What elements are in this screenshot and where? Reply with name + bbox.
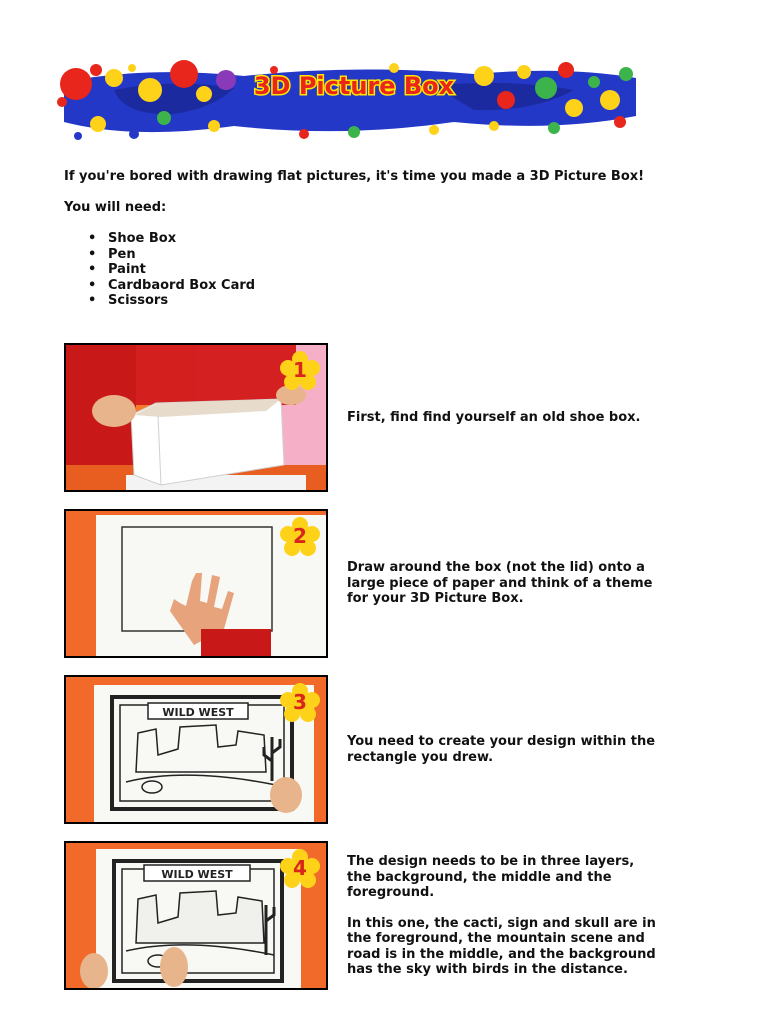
needs-heading: You will need: <box>64 200 167 215</box>
step-2-text <box>347 560 657 607</box>
step-1-text <box>347 410 657 426</box>
step-paragraph: The design needs to be in three layers, the background, the middle and the foreground. <box>347 854 635 900</box>
step-paragraph: First, find find yourself an old shoe box. <box>347 410 641 425</box>
list-item: • Shoe Box <box>88 231 255 247</box>
list-item: • Pen <box>88 247 255 263</box>
supplies-list <box>88 231 255 309</box>
step-1-photo <box>64 343 328 492</box>
step-2-photo <box>64 509 328 658</box>
intro-text: If you're bored with drawing flat pictures, it's time you made a 3D Picture Box! <box>64 169 645 184</box>
banner-title: 3D Picture Box <box>253 72 455 100</box>
list-item: • Paint <box>88 262 255 278</box>
list-item: • Cardbaord Box Card <box>88 278 255 294</box>
step-number: 2 <box>293 524 307 548</box>
step-3-photo <box>64 675 328 824</box>
step-number: 3 <box>293 690 307 714</box>
step-paragraph: In this one, the cacti, sign and skull are in the foreground, the mountain scene and road is in the middle, and the background has the sky with birds in the distance. <box>347 915 656 977</box>
step-paragraph: Draw around the box (not the lid) onto a large piece of paper and think of a theme for your 3D Picture Box. <box>347 560 653 606</box>
step-number: 4 <box>293 856 307 880</box>
step-4-text <box>347 854 657 978</box>
step-3-text <box>347 734 657 765</box>
step-paragraph: You need to create your design within the rectangle you drew. <box>347 734 656 765</box>
list-item: • Scissors <box>88 293 255 309</box>
step-number: 1 <box>293 358 307 382</box>
sign-label: WILD WEST <box>161 868 233 881</box>
sign-label: WILD WEST <box>162 706 234 719</box>
step-4-photo <box>64 841 328 990</box>
banner-3d-picture-box <box>54 60 636 148</box>
